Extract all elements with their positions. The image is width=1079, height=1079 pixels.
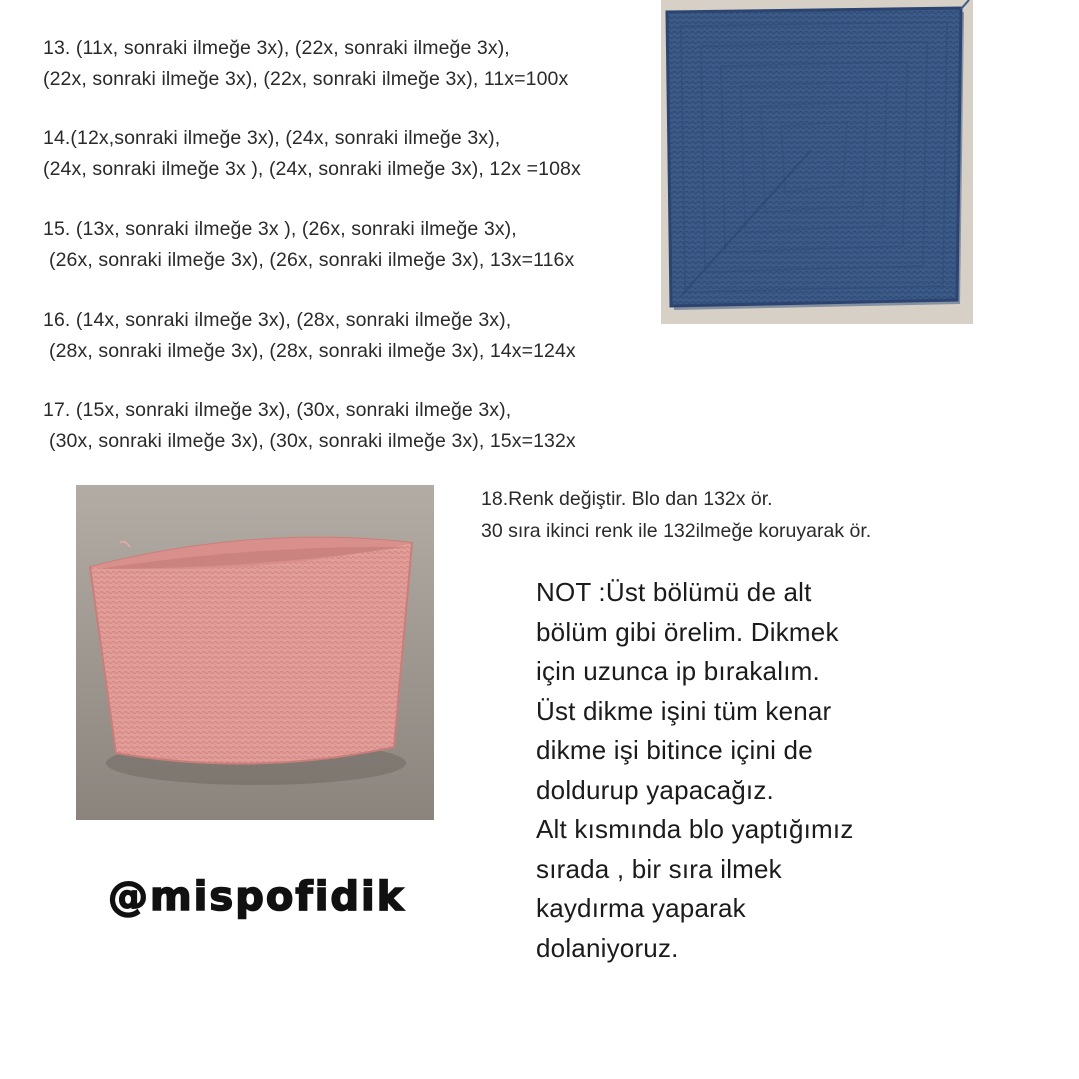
note-line: Alt kısmında blo yaptığımız [536,814,854,844]
instruction-line: (28x, sonraki ilmeğe 3x), (28x, sonraki ilmeğe 3x), 14x=124x [49,340,576,362]
note-line: bölüm gibi örelim. Dikmek [536,616,839,647]
note-block [536,573,854,968]
note-line: kaydırma yaparak [536,893,746,923]
note-line: dikme işi bitince içini de [536,735,813,765]
instruction-row-17 [43,395,576,457]
instruction-line: 18.Renk değiştir. Blo dan 132x ör. [481,488,773,510]
instruction-line: (22x, sonraki ilmeğe 3x), (22x, sonraki ilmeğe 3x), 11x=100x [43,68,569,90]
instruction-line: 30 sıra ikinci renk ile 132ilmeğe koruyarak ör. [481,520,872,542]
crocheted-pink-basket-photo [76,485,434,820]
instruction-step-18 [481,483,871,547]
note-line: NOT :Üst bölümü de alt [536,577,812,607]
crocheted-blue-square-photo [661,0,973,324]
note-line: sırada , bir sıra ilmek [536,853,782,884]
note-line: dolaniyoruz. [536,932,679,963]
instruction-line: (26x, sonraki ilmeğe 3x), (26x, sonraki ilmeğe 3x), 13x=116x [49,249,575,271]
instruction-line: (30x, sonraki ilmeğe 3x), (30x, sonraki ilmeğe 3x), 15x=132x [49,430,576,452]
instruction-row-16 [43,305,576,367]
instruction-row-14 [43,123,581,185]
brand-handle: @mispofidik [108,874,406,920]
instruction-line: 15. (13x, sonraki ilmeğe 3x ), (26x, sonraki ilmeğe 3x), [43,218,517,240]
instruction-line: 13. (11x, sonraki ilmeğe 3x), (22x, sonraki ilmeğe 3x), [43,37,510,59]
note-line: için uzunca ip bırakalım. [536,656,820,686]
instruction-row-15 [43,214,574,276]
note-line: Üst dikme işini tüm kenar [536,695,832,726]
note-line: doldurup yapacağız. [536,774,774,805]
instruction-line: (24x, sonraki ilmeğe 3x ), (24x, sonraki ilmeğe 3x), 12x =108x [43,158,581,180]
instruction-line: 14.(12x,sonraki ilmeğe 3x), (24x, sonraki ilmeğe 3x), [43,127,501,149]
instruction-line: 16. (14x, sonraki ilmeğe 3x), (28x, sonraki ilmeğe 3x), [43,309,512,331]
brand-logo [106,868,406,928]
instruction-row-13 [43,33,568,95]
instruction-line: 17. (15x, sonraki ilmeğe 3x), (30x, sonraki ilmeğe 3x), [43,399,512,421]
